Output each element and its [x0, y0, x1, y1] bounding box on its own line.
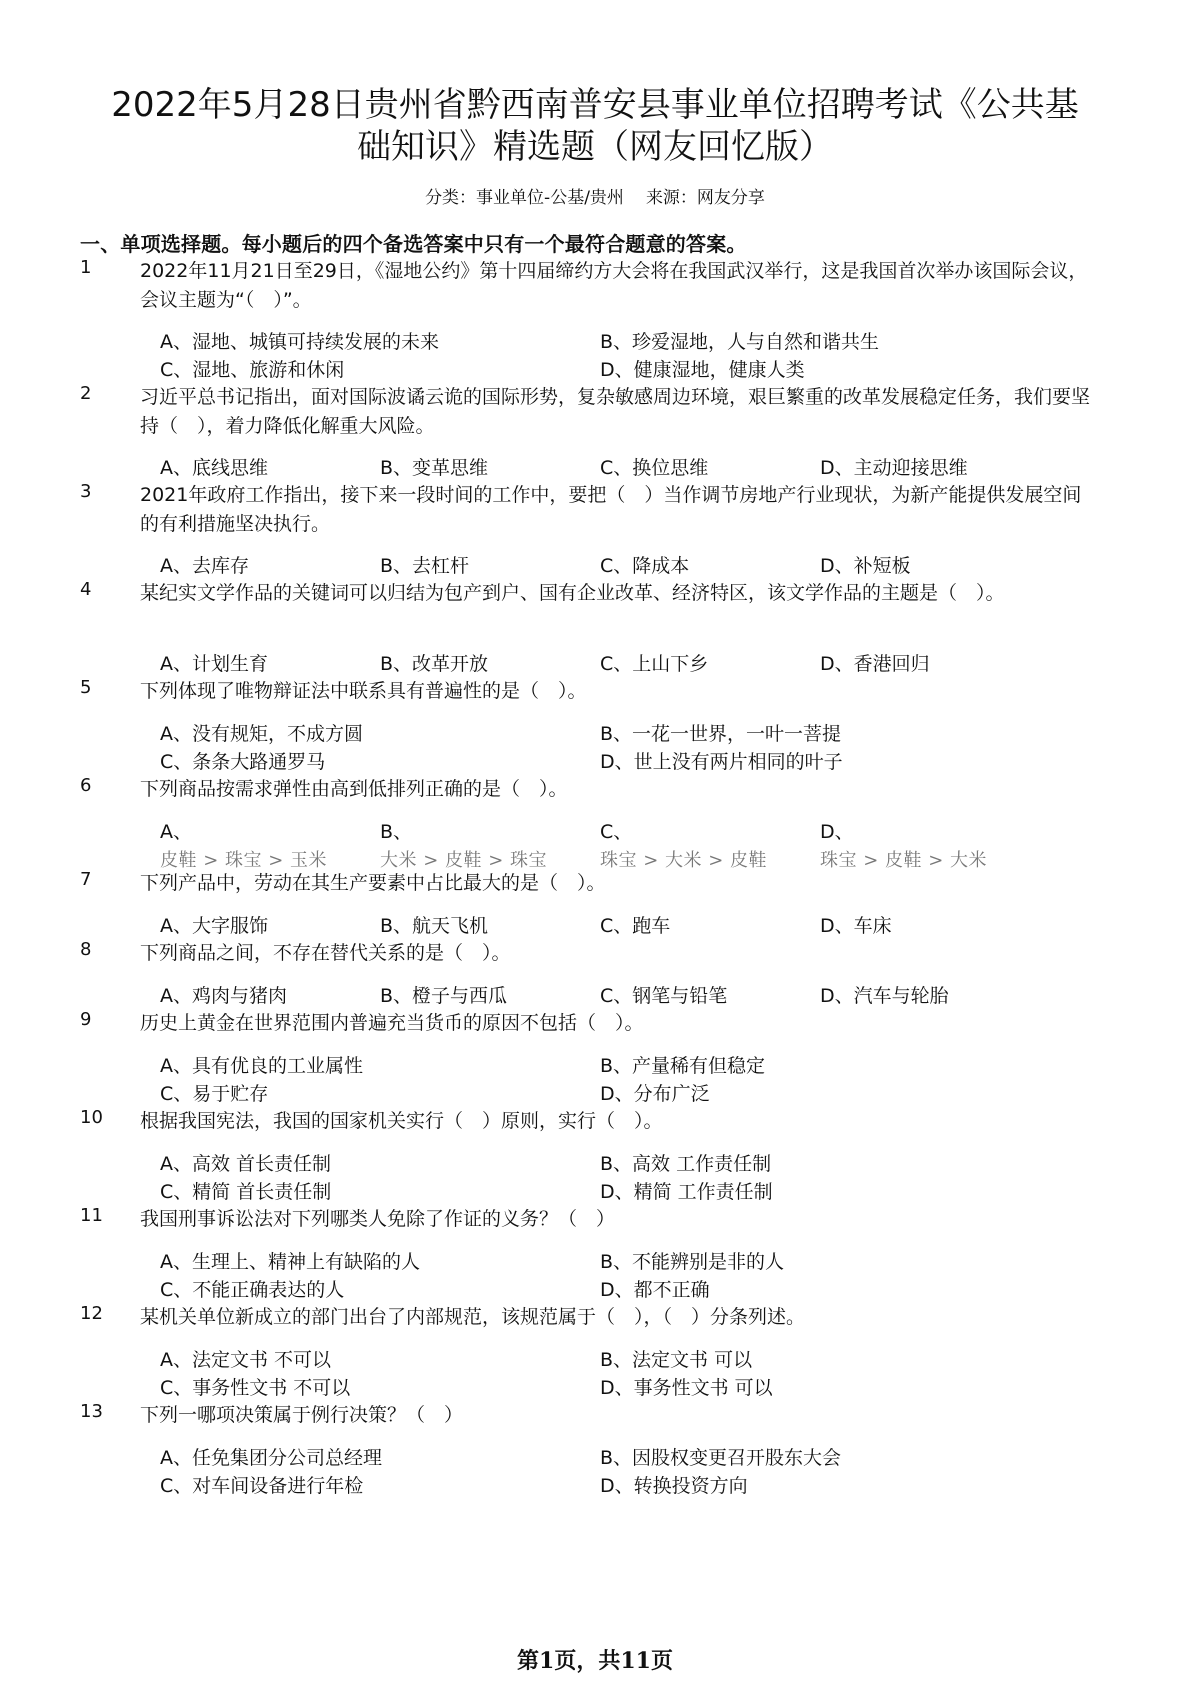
option-b: B、法定文书 可以 [600, 1349, 753, 1371]
option-c: C、降成本 [600, 555, 690, 577]
question-text: 下列产品中，劳动在其生产要素中占比最大的是（ ）。 [140, 872, 606, 894]
section-heading: 一、单项选择题。每小题后的四个备选答案中只有一个最符合题意的答案。 [80, 232, 747, 256]
option-d: D、世上没有两片相同的叶子 [600, 751, 843, 773]
question-number: 8 [80, 939, 92, 960]
option-a: A、去库存 [160, 555, 249, 577]
question-text: 2022年11月21日至29日，《湿地公约》第十四届缔约方大会将在我国武汉举行，这是我国首次举办该国际会议，会议主题为“（ ）”。 [140, 260, 1088, 311]
question-number: 3 [80, 481, 92, 502]
option-c: C、事务性文书 不可以 [160, 1377, 351, 1399]
option-a: A、生理上、精神上有缺陷的人 [160, 1251, 420, 1273]
option-a: A、高效 首长责任制 [160, 1153, 332, 1175]
question-text: 下列体现了唯物辩证法中联系具有普遍性的是（ ）。 [140, 680, 587, 702]
option-a: A、大字服饰 [160, 915, 268, 937]
option-label: D、 [820, 821, 854, 843]
option-c: C、对车间设备进行年检 [160, 1475, 364, 1497]
question-number: 9 [80, 1009, 92, 1030]
option-a: A、计划生育 [160, 653, 268, 675]
question-number: 7 [80, 869, 92, 890]
option-image-text: 皮鞋 > 珠宝 > 玉米 [160, 850, 328, 871]
question-text: 下列商品之间，不存在替代关系的是（ ）。 [140, 942, 511, 964]
option-c: C、跑车 [600, 915, 671, 937]
category-label: 分类：事业单位-公基/贵州 [425, 188, 624, 208]
option-d: D、补短板 [820, 555, 911, 577]
question-text: 习近平总书记指出，面对国际波谲云诡的国际形势，复杂敏感周边环境，艰巨繁重的改革发展稳定任务，我们要坚持（ ），着力降低化解重大风险。 [140, 386, 1091, 437]
option-c: C、不能正确表达的人 [160, 1279, 345, 1301]
question-number: 2 [80, 383, 92, 404]
option-b: B、珍爱湿地，人与自然和谐共生 [600, 331, 880, 353]
option-d: D、都不正确 [600, 1279, 710, 1301]
page-footer: 第1页，共11页 [517, 1648, 673, 1674]
option-image-text: 大米 > 皮鞋 > 珠宝 [380, 850, 548, 871]
option-a [160, 817, 327, 872]
option-b: B、产量稀有但稳定 [600, 1055, 766, 1077]
question-number: 4 [80, 579, 92, 600]
option-b: B、航天飞机 [380, 915, 489, 937]
option-b: B、高效 工作责任制 [600, 1153, 772, 1175]
question-text: 2021年政府工作指出，接下来一段时间的工作中，要把（ ）当作调节房地产行业现状，为新产能提供发展空间的有利措施坚决执行。 [140, 484, 1082, 535]
option-c: C、易于贮存 [160, 1083, 269, 1105]
option-d [820, 817, 987, 872]
option-c: C、钢笔与铅笔 [600, 985, 728, 1007]
option-a: A、鸡肉与猪肉 [160, 985, 287, 1007]
document-title [60, 84, 1130, 168]
question-number: 11 [80, 1205, 103, 1226]
title-line-1: 2022年5月28日贵州省黔西南普安县事业单位招聘考试《公共基 [111, 85, 1079, 125]
title-line-2: 础知识》精选题（网友回忆版） [357, 127, 833, 167]
question-text: 下列商品按需求弹性由高到低排列正确的是（ ）。 [140, 778, 568, 800]
option-b: B、一花一世界，一叶一菩提 [600, 723, 842, 745]
question-number: 12 [80, 1303, 103, 1324]
option-d: D、主动迎接思维 [820, 457, 968, 479]
question-text: 下列一哪项决策属于例行决策？（ ） [140, 1404, 464, 1426]
option-image-text: 珠宝 > 皮鞋 > 大米 [820, 850, 988, 871]
option-d: D、汽车与轮胎 [820, 985, 949, 1007]
option-d: D、香港回归 [820, 653, 930, 675]
option-image-text: 珠宝 > 大米 > 皮鞋 [600, 850, 768, 871]
question-number: 5 [80, 677, 92, 698]
option-c: C、精简 首长责任制 [160, 1181, 332, 1203]
option-d: D、车床 [820, 915, 892, 937]
question-text: 我国刑事诉讼法对下列哪类人免除了作证的义务？（ ） [140, 1208, 616, 1230]
option-d: D、分布广泛 [600, 1083, 710, 1105]
option-d: D、健康湿地，健康人类 [600, 359, 805, 381]
question-text: 根据我国宪法，我国的国家机关实行（ ）原则，实行（ ）。 [140, 1110, 663, 1132]
option-label: C、 [600, 821, 633, 843]
option-b: B、因股权变更召开股东大会 [600, 1447, 842, 1469]
question-number: 10 [80, 1107, 103, 1128]
option-d: D、转换投资方向 [600, 1475, 748, 1497]
question-text: 某纪实文学作品的关键词可以归结为包产到户、国有企业改革、经济特区，该文学作品的主题是（ ）。 [140, 582, 1005, 604]
option-label: B、 [380, 821, 413, 843]
option-a: A、湿地、城镇可持续发展的未来 [160, 331, 439, 353]
option-b: B、变革思维 [380, 457, 489, 479]
question-number: 6 [80, 775, 92, 796]
option-label: A、 [160, 821, 192, 843]
question-number: 1 [80, 257, 92, 278]
option-a: A、没有规矩，不成方圆 [160, 723, 363, 745]
option-c: C、换位思维 [600, 457, 709, 479]
question-text: 某机关单位新成立的部门出台了内部规范，该规范属于（ ），（ ）分条列述。 [140, 1306, 806, 1328]
option-a: A、具有优良的工业属性 [160, 1055, 363, 1077]
document-meta [0, 183, 1190, 208]
option-c [600, 817, 767, 872]
option-c: C、上山下乡 [600, 653, 709, 675]
option-a: A、法定文书 不可以 [160, 1349, 332, 1371]
option-d: D、事务性文书 可以 [600, 1377, 773, 1399]
option-c: C、条条大路通罗马 [160, 751, 326, 773]
question-number: 13 [80, 1401, 103, 1422]
option-b: B、橙子与西瓜 [380, 985, 508, 1007]
option-d: D、精简 工作责任制 [600, 1181, 773, 1203]
option-b: B、改革开放 [380, 653, 489, 675]
option-a: A、底线思维 [160, 457, 268, 479]
option-a: A、任免集团分公司总经理 [160, 1447, 382, 1469]
option-b: B、不能辨别是非的人 [600, 1251, 785, 1273]
question-text: 历史上黄金在世界范围内普遍充当货币的原因不包括（ ）。 [140, 1012, 644, 1034]
option-c: C、湿地、旅游和休闲 [160, 359, 345, 381]
source-label: 来源：网友分享 [645, 188, 765, 208]
option-b: B、去杠杆 [380, 555, 470, 577]
option-b [380, 817, 547, 872]
